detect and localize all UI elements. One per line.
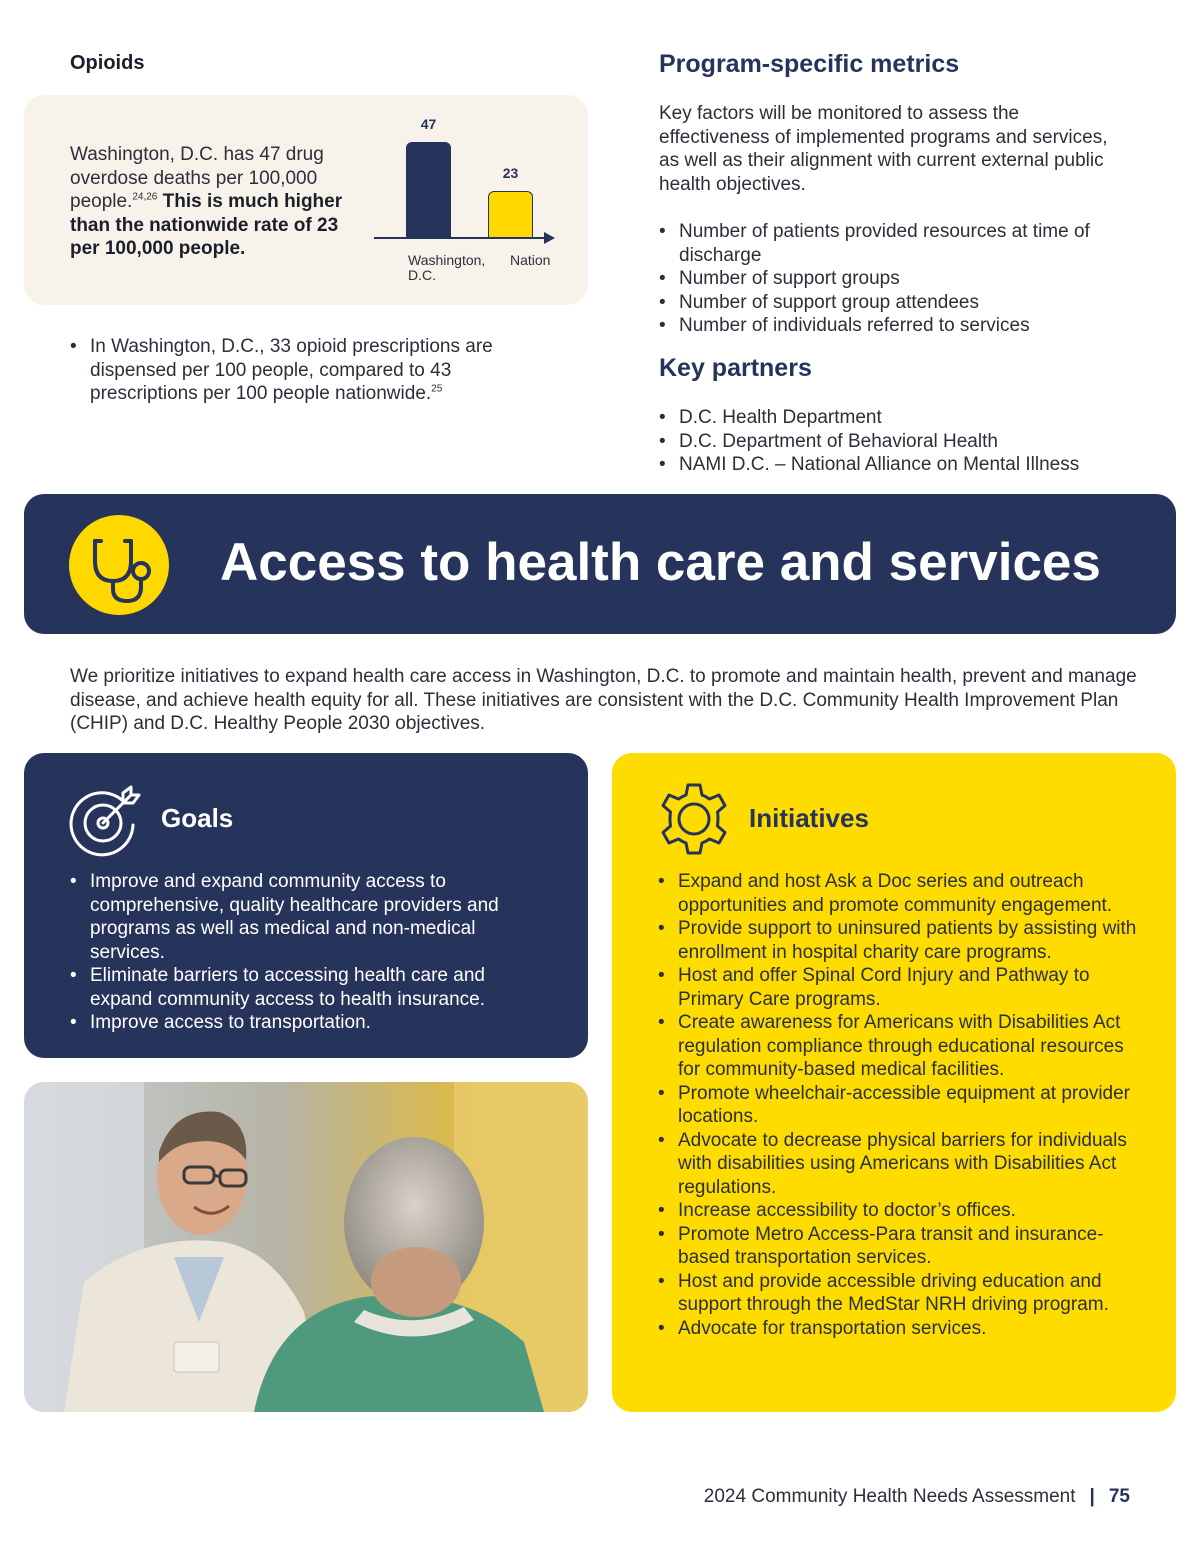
list-item: • D.C. Health Department: [659, 406, 1129, 430]
section-banner: [24, 494, 1176, 634]
list-item: • Number of support group attendees: [659, 291, 1129, 315]
partners-title: Key partners: [659, 354, 812, 382]
opioid-stat-box: [24, 95, 588, 305]
opioids-heading: Opioids: [70, 52, 145, 74]
goals-title: Goals: [161, 803, 234, 833]
x-axis-line: [374, 237, 546, 239]
target-icon: [69, 783, 143, 862]
metrics-list: [659, 220, 1129, 338]
list-item: • Promote wheelchair-accessible equipment at provider locations.: [658, 1082, 1138, 1129]
footer-separator: |: [1089, 1486, 1095, 1507]
category-label-nation: Nation: [510, 252, 551, 268]
list-item: • Create awareness for Americans with Disabilities Act regulation compliance through educational resources for community-based medical facilities.: [658, 1011, 1138, 1082]
opioid-stat-ref: 24,26: [132, 191, 158, 203]
gear-icon: [656, 781, 732, 862]
opioid-stat-pre: Washington, D.C. has 47 drug overdose deaths per 100,000 people.: [70, 144, 324, 212]
bar-label-nation: 23: [502, 165, 519, 181]
list-item: • Provide support to uninsured patients by assisting with enrollment in hospital charity care programs.: [658, 917, 1138, 964]
category-label-washington-dc: Washington, D.C.: [408, 252, 486, 283]
initiatives-title: Initiatives: [749, 803, 869, 833]
list-item: • Host and offer Spinal Cord Injury and Pathway to Primary Care programs.: [658, 964, 1138, 1011]
list-item: • Eliminate barriers to accessing health care and expand community access to health insurance.: [70, 964, 550, 1011]
list-item: • Improve and expand community access to comprehensive, quality healthcare providers and programs as well as medical and non-medical services.: [70, 870, 550, 964]
list-item: • Number of individuals referred to services: [659, 314, 1129, 338]
list-item: • Promote Metro Access-Para transit and insurance-based transportation services.: [658, 1223, 1138, 1270]
opioid-fact-list: [70, 335, 540, 406]
footer-text: 2024 Community Health Needs Assessment: [703, 1486, 1076, 1507]
intro-paragraph: We prioritize initiatives to expand health care access in Washington, D.C. to promote and maintain health, prevent and manage disease, and achieve health equity for all. These initiatives are consistent with the D.C. Community Health Improvement Plan (CHIP) and D.C. Healthy People 2030 objectives.: [70, 666, 1137, 734]
list-item: • Host and provide accessible driving education and support through the MedStar NRH driving program.: [658, 1270, 1138, 1317]
metrics-intro: Key factors will be monitored to assess the effectiveness of implemented programs and services, as well as their alignment with current external public health objectives.: [659, 103, 1108, 195]
partners-list: [659, 406, 1129, 477]
list-item: • Number of patients provided resources at time of discharge: [659, 220, 1129, 267]
opioid-fact-ref: 25: [431, 383, 443, 395]
opioid-stat-bold: This is much higher than the nationwide rate of 23 per 100,000 people.: [70, 191, 343, 259]
list-item: • NAMI D.C. – National Alliance on Mental Illness: [659, 453, 1129, 477]
stethoscope-icon: [69, 515, 169, 615]
bar-nation: [488, 191, 533, 237]
list-item: • Advocate for transportation services.: [658, 1317, 1138, 1341]
page-number: 75: [1108, 1486, 1130, 1507]
page-footer: [704, 1486, 1130, 1508]
list-item: • Advocate to decrease physical barriers for individuals with disabilities using Americans with Disabilities Act regulations.: [658, 1129, 1138, 1200]
list-item: • D.C. Department of Behavioral Health: [659, 430, 1129, 454]
bar-washington-dc: [406, 142, 451, 237]
list-item: • Number of support groups: [659, 267, 1129, 291]
list-item: • Increase accessibility to doctor’s offices.: [658, 1199, 1138, 1223]
x-axis-arrow-icon: [544, 232, 555, 244]
doctor-patient-photo: [24, 1082, 588, 1412]
list-item: [70, 335, 540, 406]
initiatives-list: [658, 870, 1138, 1340]
initiatives-box: [612, 753, 1176, 1412]
banner-title: Access to health care and services: [220, 533, 1101, 592]
goals-box: [24, 753, 588, 1058]
bar-label-washington-dc: 47: [420, 116, 437, 132]
goals-list: [70, 870, 550, 1035]
list-item: • Expand and host Ask a Doc series and outreach opportunities and promote community engagement.: [658, 870, 1138, 917]
metrics-title: Program-specific metrics: [659, 50, 960, 78]
opioid-fact-text: In Washington, D.C., 33 opioid prescriptions are dispensed per 100 people, compared to 43 prescriptions per 100 people nationwide.: [90, 336, 493, 404]
list-item: • Improve access to transportation.: [70, 1011, 550, 1035]
overdose-bar-chart: [374, 105, 574, 295]
opioid-stat-text: [70, 143, 370, 261]
